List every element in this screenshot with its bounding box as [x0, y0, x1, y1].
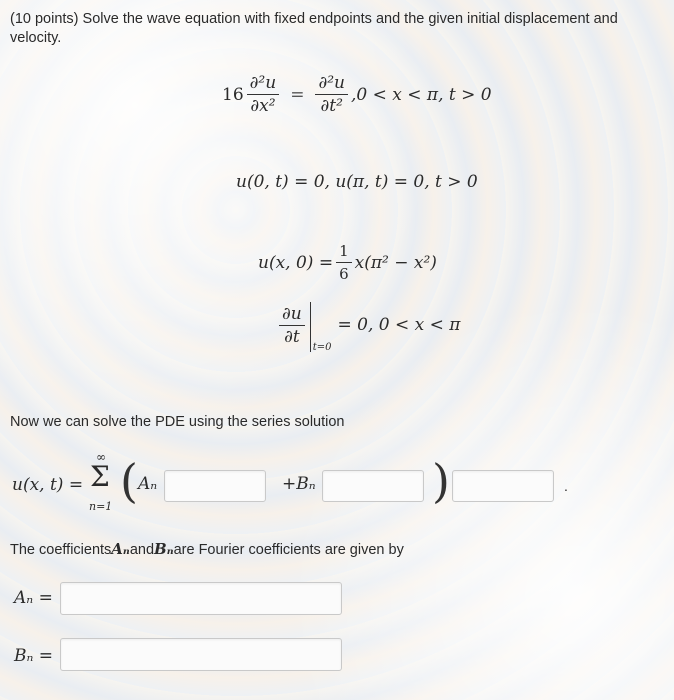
sum-symbol: Σ	[90, 460, 110, 493]
pde-domain: ,0 < x < π, t > 0	[351, 84, 492, 105]
An-input[interactable]	[60, 582, 342, 615]
Bn-input[interactable]	[60, 638, 342, 671]
sum-upper-limit: ∞	[96, 450, 106, 464]
series-prompt: Now we can solve the PDE using the series solution	[10, 414, 345, 430]
coefficients-note: The coefficients Aₙ and Bₙ are Fourier coefficients are given by	[10, 540, 404, 558]
series-lhs: u(x, t) =	[12, 475, 84, 495]
series-input-3[interactable]	[452, 470, 554, 502]
initial-velocity: $\frac{\partial u}{\partial t}$ t=0 = 0, 0 < x < π	[276, 300, 460, 350]
series-plus-Bn: +Bₙ	[282, 474, 316, 494]
one-sixth-fraction: $\frac{1}{6}$	[336, 242, 352, 283]
initial-displacement: u(x, 0) = $\frac{1}{6}$ x(π² − x²)	[258, 242, 437, 283]
open-paren: (	[120, 454, 138, 508]
series-trailing-period: .	[564, 478, 568, 494]
pde-equation	[222, 74, 492, 115]
series-input-2[interactable]	[322, 470, 424, 502]
close-paren: )	[432, 454, 450, 508]
evaluation-bar	[310, 302, 311, 352]
evaluation-subscript: t=0	[312, 341, 332, 353]
pde-fraction-x: $\frac{\text{∂²u}}{\text{∂x²}}$	[247, 74, 280, 115]
pde-coefficient: 16	[222, 84, 244, 105]
series-input-1[interactable]	[164, 470, 266, 502]
boundary-conditions: u(0, t) = 0, u(π, t) = 0, t > 0	[236, 172, 478, 192]
An-label: Aₙ =	[14, 588, 53, 608]
du-dt-fraction: $\frac{\partial u}{\partial t}$	[279, 305, 305, 346]
series-An-label: Aₙ	[138, 474, 158, 494]
pde-fraction-t: $\frac{\text{∂²u}}{\text{∂t²}}$	[315, 74, 348, 115]
sum-lower-limit: n=1	[89, 500, 113, 513]
Bn-label: Bₙ =	[14, 646, 54, 666]
pde-equals: =	[290, 84, 305, 105]
question-intro: (10 points) Solve the wave equation with fixed endpoints and the given initial displacement and velocity.	[10, 11, 618, 46]
